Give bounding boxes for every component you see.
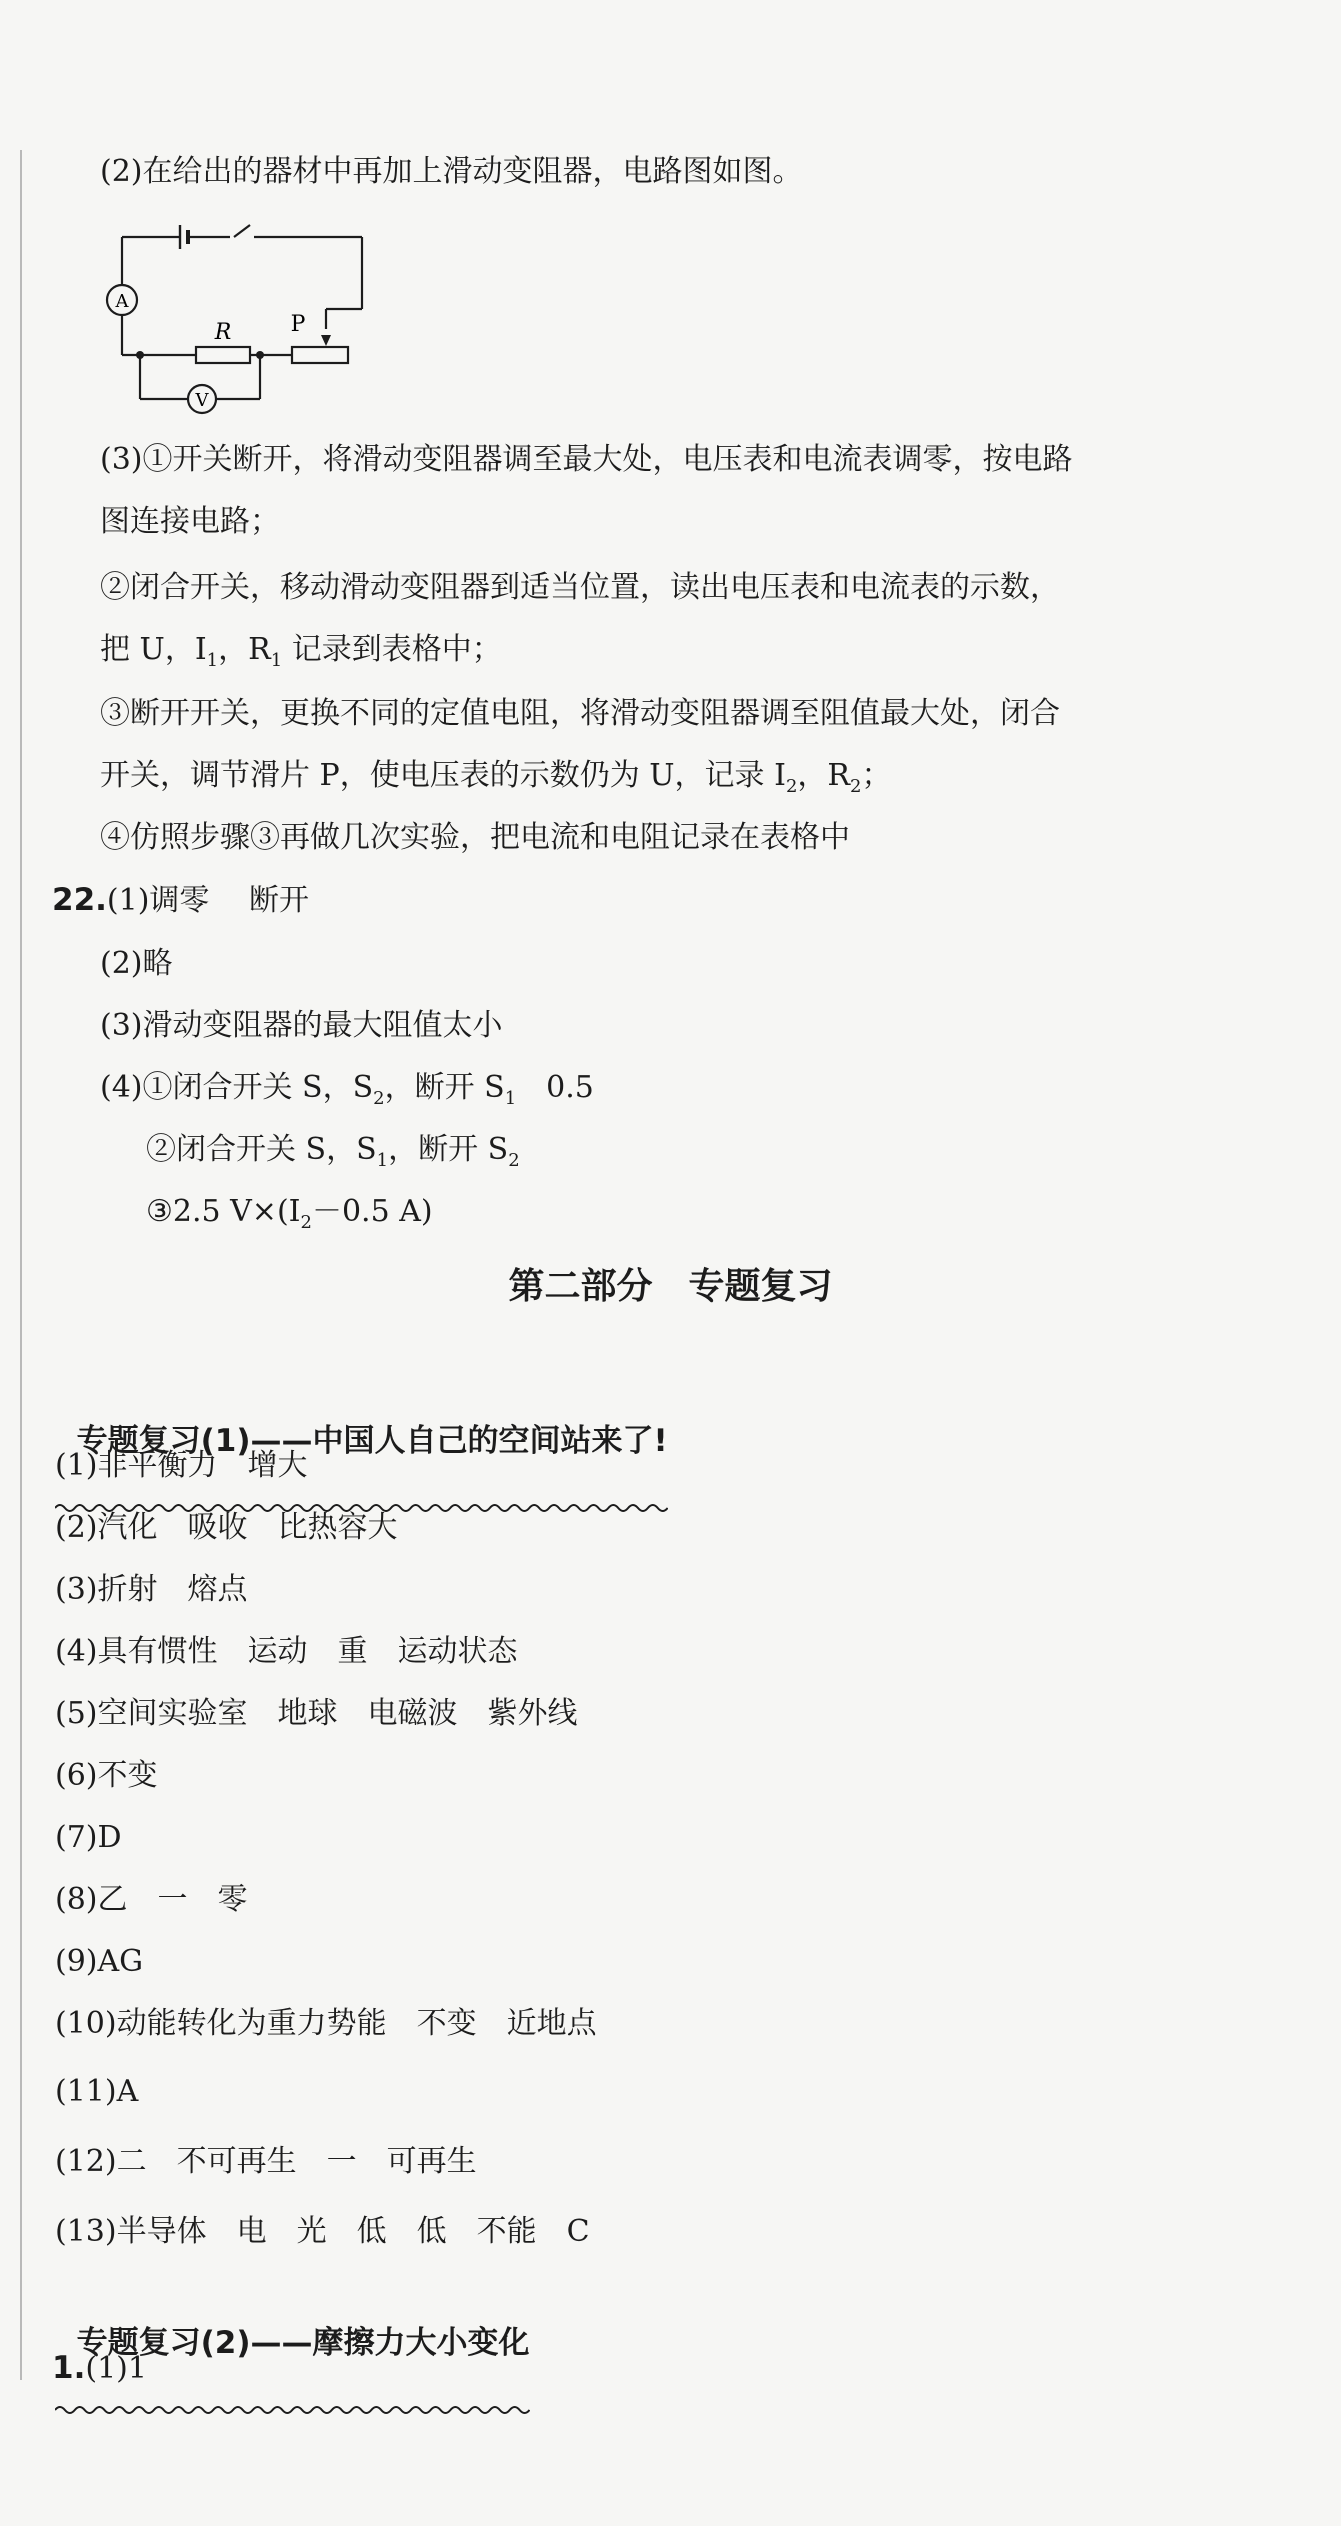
subscript: 1 xyxy=(376,1150,389,1171)
list-item: (2)汽化 吸收 比热容大 xyxy=(55,1510,398,1545)
list-item: (10)动能转化为重力势能 不变 近地点 xyxy=(55,2006,597,2041)
voltmeter-label: V xyxy=(195,390,209,411)
list-item: (12)二 不可再生 一 可再生 xyxy=(55,2144,477,2179)
question-number: 22. xyxy=(52,882,107,918)
text-run: ②闭合开关 S，S xyxy=(146,1132,377,1167)
list-item: (8)乙 一 零 xyxy=(55,1882,248,1917)
answer-line: (2)略 xyxy=(100,946,173,981)
answer-line xyxy=(100,1068,594,1119)
section-title: 第二部分 专题复习 xyxy=(508,1265,833,1307)
list-item: (11)A xyxy=(55,2074,139,2109)
question-1 xyxy=(52,2348,147,2389)
text-line: ④仿照步骤③再做几次实验，把电流和电阻记录在表格中 xyxy=(100,820,850,855)
question-number: 1. xyxy=(52,2350,86,2386)
circuit-diagram xyxy=(100,215,380,415)
answer-line: (3)滑动变阻器的最大阻值太小 xyxy=(100,1008,503,1043)
text-run: (4)①闭合开关 S，S xyxy=(100,1070,374,1105)
subscript: 1 xyxy=(504,1088,517,1109)
wavy-underline xyxy=(55,2404,530,2416)
text-run: 记录到表格中； xyxy=(282,632,502,667)
subscript: 2 xyxy=(373,1088,385,1109)
text-line xyxy=(100,630,502,681)
subscript: 2 xyxy=(300,1212,312,1233)
list-item: (13)半导体 电 光 低 低 不能 C xyxy=(55,2214,590,2249)
question-22 xyxy=(52,880,309,921)
list-item: (6)不变 xyxy=(55,1758,158,1793)
text-line: (2)在给出的器材中再加上滑动变阻器，电路图如图。 xyxy=(100,154,803,189)
answer-line xyxy=(146,1192,433,1243)
resistor-label: R xyxy=(214,320,232,345)
text-run: ③2.5 V×(I xyxy=(146,1194,301,1229)
text-line: ②闭合开关，移动滑动变阻器到适当位置，读出电压表和电流表的示数， xyxy=(100,570,1060,605)
list-item: (1)非平衡力 增大 xyxy=(55,1448,308,1483)
topic-title-text: 专题复习(2)——摩擦力大小变化 xyxy=(76,2325,530,2361)
subscript: 2 xyxy=(508,1150,520,1171)
list-item: (7)D xyxy=(55,1820,122,1855)
text-run: 0.5 xyxy=(516,1070,594,1105)
list-item: (9)AG xyxy=(55,1944,144,1979)
text-line: 图连接电路； xyxy=(100,504,280,539)
subscript: 1 xyxy=(270,650,283,671)
ammeter-label: A xyxy=(115,291,129,312)
text-run: ，断开 S xyxy=(384,1070,505,1105)
text-run: －0.5 A) xyxy=(311,1194,433,1229)
text-run: ，R xyxy=(797,758,850,793)
text-line: ③断开开关，更换不同的定值电阻，将滑动变阻器调至阻值最大处，闭合 xyxy=(100,696,1060,731)
subscript: 2 xyxy=(785,776,798,797)
text-line: (3)①开关断开，将滑动变阻器调至最大处，电压表和电流表调零，按电路 xyxy=(100,442,1073,477)
answer-line xyxy=(146,1130,520,1181)
subscript: 2 xyxy=(849,776,862,797)
text-line xyxy=(100,756,891,807)
slider-label: P xyxy=(290,312,306,337)
list-item: (4)具有惯性 运动 重 运动状态 xyxy=(55,1634,518,1669)
text-run: ，断开 S xyxy=(388,1132,509,1167)
list-item: (5)空间实验室 地球 电磁波 紫外线 xyxy=(55,1696,578,1731)
answer-line: (1)调零 断开 xyxy=(106,883,309,918)
topic-title-text: 专题复习(1)——中国人自己的空间站来了! xyxy=(76,1423,668,1459)
subscript: 1 xyxy=(206,650,219,671)
text-run: 把 U，I xyxy=(100,632,207,667)
text-run: ； xyxy=(861,758,892,793)
text-run: 开关，调节滑片 P，使电压表的示数仍为 U，记录 I xyxy=(100,758,786,793)
answer-line: (1)1 xyxy=(85,2351,147,2386)
list-item: (3)折射 熔点 xyxy=(55,1572,248,1607)
text-run: ，R xyxy=(218,632,271,667)
